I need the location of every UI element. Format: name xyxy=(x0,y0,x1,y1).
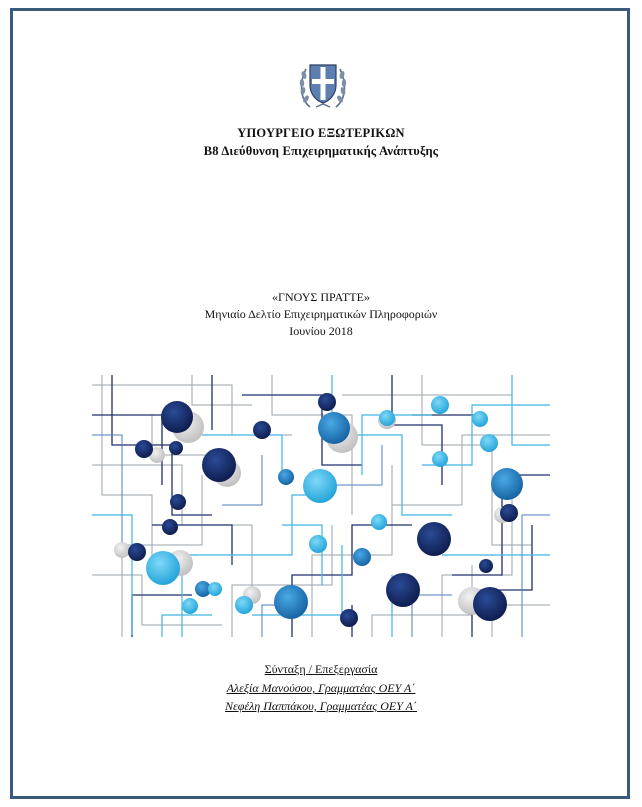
ministry-name: ΥΠΟΥΡΓΕΙΟ ΕΞΩΤΕΡΙΚΩΝ xyxy=(237,126,405,140)
directorate-name: Β8 Διεύθυνση Επιχειρηματικής Ανάπτυξης xyxy=(203,144,439,158)
greek-coat-of-arms-icon xyxy=(296,55,350,113)
bulletin-title: «ΓΝΟΥΣ ΠΡΑΤΤΕ» xyxy=(272,290,370,304)
network-circuit-illustration xyxy=(92,375,550,637)
bulletin-subtitle: Μηνιαίο Δελτίο Επιχειρηματικών Πληροφοριών xyxy=(204,307,438,321)
credits-author-2: Νεφέλη Παππάκου, Γραμματέας ΟΕΥ Α΄ xyxy=(224,699,417,713)
bulletin-date: Ιουνίου 2018 xyxy=(289,324,353,338)
credits-author-1: Αλεξία Μανούσου, Γραμματέας ΟΕΥ Α΄ xyxy=(226,681,416,695)
credits-heading: Σύνταξη / Επεξεργασία xyxy=(264,662,378,676)
